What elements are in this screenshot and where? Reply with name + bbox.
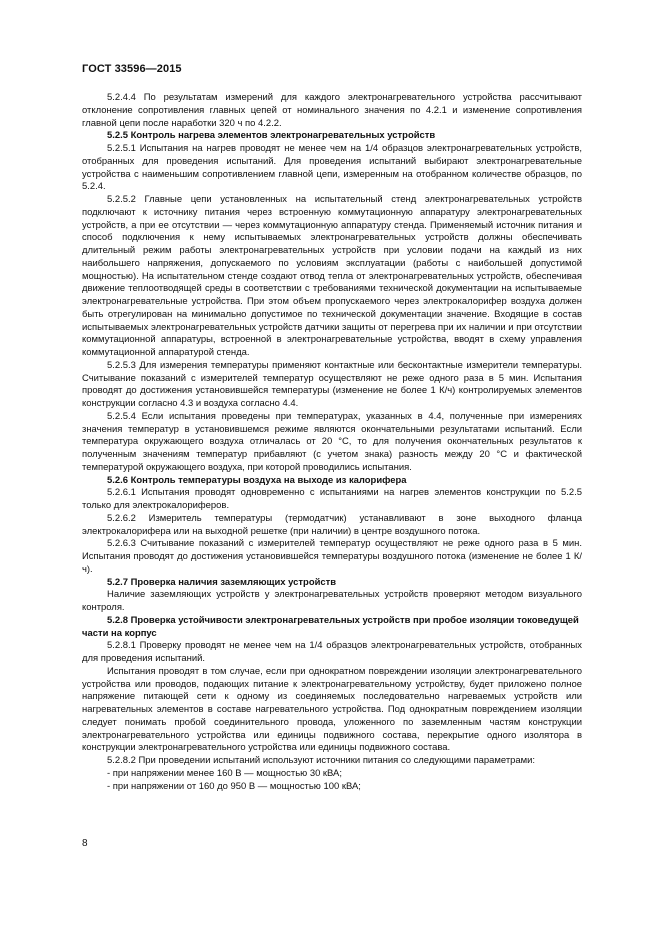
paragraph-5-2-8-1: 5.2.8.1 Проверку проводят не менее чем на 1/4 образцов электронагревательных устройств, отобранных для проведения испытаний. bbox=[82, 640, 582, 664]
paragraph-5-2-5-1: 5.2.5.1 Испытания на нагрев проводят не менее чем на 1/4 образцов электронагревательных устройств, отобранных для проведения испытаний. Для проведения испытаний выбирают электронагревательные устройства с наименьшим сопротивлением главной цепи, измеренным на отобранном количестве образцов, по 5.2.4. bbox=[82, 143, 582, 193]
document-header: ГОСТ 33596—2015 bbox=[82, 63, 182, 75]
paragraph-5-2-6-3: 5.2.6.3 Считывание показаний с измерителей температур осуществляют не реже одного раза в 5 мин. Испытания проводят до достижения установившейся температуры воздушного потока (изменение не более 1 К/ч). bbox=[82, 538, 582, 575]
heading-5-2-6: 5.2.6 Контроль температуры воздуха на выходе из калорифера bbox=[107, 474, 407, 486]
list-item: - при напряжении от 160 до 950 В — мощностью 100 кВА; bbox=[107, 780, 361, 792]
paragraph-5-2-7-text: Наличие заземляющих устройств у электронагревательных устройств проверяют методом визуального контроля. bbox=[82, 589, 582, 613]
heading-5-2-8: 5.2.8 Проверка устойчивости электронагревательных устройств при пробое изоляции токоведущей части на корпус bbox=[82, 614, 579, 639]
paragraph-5-2-8-2: 5.2.8.2 При проведении испытаний используют источники питания со следующими параметрами: bbox=[107, 755, 536, 766]
paragraph-5-2-5-3: 5.2.5.3 Для измерения температуры применяют контактные или бесконтактные измерители температуры. Считывание показаний с измерителей температур осуществляют не реже одного раза в 5 мин. Испытания проводят до достижения установившейся температуры (изменение не более 1 К/ч) контролируемых элементов конструкции согласно 4.3 и воздуха согласно 4.4. bbox=[82, 359, 582, 409]
list-item: - при напряжении менее 160 В — мощностью 30 кВА; bbox=[107, 767, 342, 779]
heading-5-2-5: 5.2.5 Контроль нагрева элементов электронагревательных устройств bbox=[107, 130, 436, 142]
heading-5-2-7: 5.2.7 Проверка наличия заземляющих устройств bbox=[107, 576, 337, 588]
paragraph-5-2-5-2: 5.2.5.2 Главные цепи установленных на испытательный стенд электронагревательных устройств подключают к источнику питания через встроенную коммутационную аппаратуру электронагревательных устройств, а при ее отсутствии — через коммутационную аппаратуру стенда. Применяемый источник питания и способ подключения к нему испытываемых электронагревательных устройств должны обеспечивать длительный режим работы электронагревательных устройств при условии подачи на каждый из них наибольшего напряжения, допускаемого по условиям эксплуатации (работы с наибольшей допустимой мощностью). На испытательном стенде создают отвод тепла от электронагревательных устройств, обеспечивая движение теплоотводящей среды в соответствии с требованиями технической документации на испытываемые электронагревательные устройства. При этом объем пропускаемого через электрокалорифер воздуха должен быть отрегулирован на минимально допустимое по технической документации значение. Входящие в состав испытываемых электронагревательных устройств датчики защиты от перегрева при их наличии и при отсутствии коммутационной аппаратуры, встроенной в электронагревательные устройства, вводят в схему управления коммутационной аппаратурой стенда. bbox=[82, 194, 582, 358]
paragraph-5-2-8-1-conditions: Испытания проводят в том случае, если при однократном повреждении изоляции электронагревательного устройства или проводов, подающих питание к электронагревательному устройству, будет приложено полное напряжение питающей сети к одному из соединяемых последовательно нагреваемых устройств или нагревательных элементов в составе нагревательного устройства. Под однократным повреждением изоляции следует понимать пробой соединительного провода, уложенного по заземленным частям конструкции электронагревательного устройства или единицы подвижного состава, перекрытие одного изолятора в конструкции электронагревательного устройства или единицы подвижного состава. bbox=[82, 665, 582, 754]
paragraph-5-2-6-2: 5.2.6.2 Измеритель температуры (термодатчик) устанавливают в зоне выходного фланца электрокалорифера или на выходной решетке (при наличии) в центре воздушного потока. bbox=[82, 512, 582, 537]
paragraph-5-2-5-4: 5.2.5.4 Если испытания проведены при температурах, указанных в 4.4, полученные при измерениях значения температур в установившемся режиме являются окончательными результатами испытаний. Если температура окружающего воздуха отличалась от 20 °С, то для получения окончательных результатов к полученным значениям температур прибавляют (с учетом знака) разность между 20 °С и фактической температурой окружающего воздуха, при которой проводились испытания. bbox=[82, 410, 582, 473]
page-number: 8 bbox=[82, 838, 88, 849]
paragraph-5-2-4-4: 5.2.4.4 По результатам измерений для каждого электронагревательного устройства рассчитывают отклонение сопротивления главных цепей от номинального значения по 4.2.1 и изменение сопротивления главной цепи после наработки 320 ч по 4.2.2. bbox=[82, 92, 582, 129]
document-body bbox=[82, 92, 582, 793]
paragraph-5-2-6-1: 5.2.6.1 Испытания проводят одновременно с испытаниями на нагрев элементов конструкции по 5.2.5 только для электрокалориферов. bbox=[82, 487, 582, 511]
